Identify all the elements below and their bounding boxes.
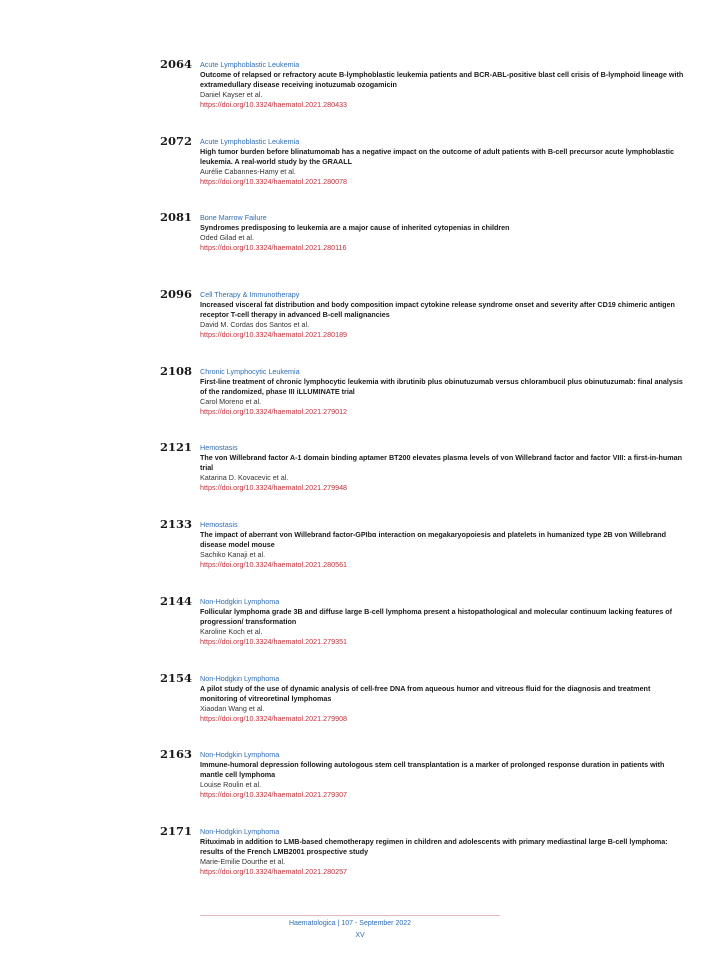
page-number: 2171	[160, 823, 193, 838]
article-title: Syndromes predisposing to leukemia are a major cause of inherited cytopenias in children	[200, 223, 510, 233]
article-author: David M. Cordas dos Santos et al.	[200, 320, 310, 330]
article-author: Daniel Kayser et al.	[200, 90, 263, 99]
page-number: 2163	[160, 747, 193, 762]
toc-entry	[160, 363, 685, 444]
section-label[interactable]: Acute Lymphoblastic Leukemia	[200, 60, 300, 69]
doi-link[interactable]: https://doi.org/10.3324/haematol.2021.280116	[200, 243, 347, 253]
article-title: Increased visceral fat distribution and body composition impact cytokine release syndrome onset and severity after CD19 chimeric antigen receptor T-cell therapy in advanced B-cell malignancies	[200, 300, 675, 320]
section-label[interactable]: Chronic Lymphocytic Leukemia	[200, 366, 300, 376]
article-author: Karoline Koch et al.	[200, 626, 263, 636]
doi-link[interactable]: https://doi.org/10.3324/haematol.2021.280257	[200, 866, 348, 876]
article-title: First-line treatment of chronic lymphocytic leukemia with ibrutinib plus obinutuzumab versus chlorambucil plus obinutuzumab: final analysis of the randomized, phase III iLLUMINATE trial	[200, 376, 683, 396]
doi-link[interactable]: https://doi.org/10.3324/haematol.2021.279948	[200, 483, 348, 493]
footer-divider	[200, 915, 500, 916]
page-number: 2096	[160, 287, 193, 302]
article-author: Aurélie Cabannes-Hamy et al.	[200, 166, 296, 176]
footer-journal: Haematologica | 107 - September 2022	[288, 920, 412, 927]
doi-link[interactable]: https://doi.org/10.3324/haematol.2021.280189	[200, 330, 348, 340]
footer-page-number: XV	[355, 932, 365, 939]
doi-link[interactable]: https://doi.org/10.3324/haematol.2021.280433	[200, 100, 348, 109]
section-label[interactable]: Hemostasis	[200, 520, 238, 530]
doi-link[interactable]: https://doi.org/10.3324/haematol.2021.279908	[200, 713, 348, 723]
section-label[interactable]: Non-Hodgkin Lymphoma	[200, 826, 280, 836]
article-author: Katarina D. Kovacevic et al.	[200, 473, 289, 483]
article-title: The von Willebrand factor A-1 domain binding aptamer BT200 elevates plasma levels of von Willebrand factor and factor VIII: a first-in-human trial	[200, 453, 683, 473]
toc-entry	[160, 57, 685, 137]
article-title: Immune-humoral depression following autologous stem cell transplantation is a marker of prolonged response duration in patients with mantle cell lymphoma	[200, 760, 665, 780]
article-author: Xiaodan Wang et al.	[200, 703, 265, 713]
toc-entry	[160, 440, 685, 520]
toc-entry	[160, 287, 685, 367]
page-number: 2064	[160, 57, 193, 71]
section-label[interactable]: Cell Therapy & Immunotherapy	[200, 290, 300, 300]
toc-entry	[160, 210, 685, 290]
doi-link[interactable]: https://doi.org/10.3324/haematol.2021.279307	[200, 790, 348, 800]
page-number: 2072	[160, 133, 193, 148]
article-title: A pilot study of the use of dynamic analysis of cell-free DNA from aqueous humor and vitreous fluid for the diagnosis and treatment monitoring of vitreoretinal lymphomas	[200, 683, 651, 703]
section-label[interactable]: Non-Hodgkin Lymphoma	[200, 673, 280, 683]
page-number: 2121	[160, 440, 193, 455]
article-title: Rituximab in addition to LMB-based chemotherapy regimen in children and adolescents with primary mediastinal large B-cell lymphoma: results of the French LMB2001 prospective study	[200, 836, 668, 856]
toc-entry	[160, 747, 685, 827]
article-title: Outcome of relapsed or refractory acute B-lymphoblastic leukemia patients and BCR-ABL-positive blast cell crisis of B-lymphoid lineage with extramedullary disease receiving inotuzumab ozogamicin	[200, 70, 684, 89]
page-number: 2108	[160, 363, 193, 378]
article-author: Marie-Emilie Dourthe et al.	[200, 856, 286, 866]
toc-entry	[160, 593, 685, 674]
toc-entry	[160, 517, 685, 597]
article-title: Follicular lymphoma grade 3B and diffuse large B-cell lymphoma present a histopathological and molecular continuum lacking features of progression/ transformation	[200, 606, 673, 626]
article-author: Carol Moreno et al.	[200, 396, 262, 406]
page-number: 2133	[160, 517, 193, 532]
toc-entry	[160, 670, 685, 751]
doi-link[interactable]: https://doi.org/10.3324/haematol.2021.279012	[200, 406, 348, 416]
section-label[interactable]: Acute Lymphoblastic Leukemia	[200, 136, 300, 146]
table-of-contents	[160, 57, 685, 904]
doi-link[interactable]: https://doi.org/10.3324/haematol.2021.280561	[200, 560, 348, 570]
section-label[interactable]: Non-Hodgkin Lymphoma	[200, 596, 280, 606]
section-label[interactable]: Non-Hodgkin Lymphoma	[200, 750, 280, 760]
article-author: Sachiko Kanaji et al.	[200, 550, 266, 560]
section-label[interactable]: Hemostasis	[200, 443, 238, 453]
doi-link[interactable]: https://doi.org/10.3324/haematol.2021.280078	[200, 176, 348, 186]
toc-entry	[160, 133, 685, 214]
article-author: Oded Gilad et al.	[200, 233, 254, 243]
doi-link[interactable]: https://doi.org/10.3324/haematol.2021.279351	[200, 636, 348, 646]
toc-entry	[160, 823, 685, 904]
article-title: High tumor burden before blinatumomab has a negative impact on the outcome of adult patients with B-cell precursor acute lymphoblastic leukemia. A real-world study by the GRAALL	[200, 146, 675, 166]
page-number: 2081	[160, 210, 193, 225]
section-label[interactable]: Bone Marrow Failure	[200, 213, 267, 223]
page-number: 2154	[160, 670, 193, 685]
page-number: 2144	[160, 593, 193, 608]
article-title: The impact of aberrant von Willebrand factor-GPIbα interaction on megakaryopoiesis and platelets in humanized type 2B von Willebrand disease model mouse	[200, 530, 666, 550]
article-author: Louise Roulin et al.	[200, 780, 262, 790]
